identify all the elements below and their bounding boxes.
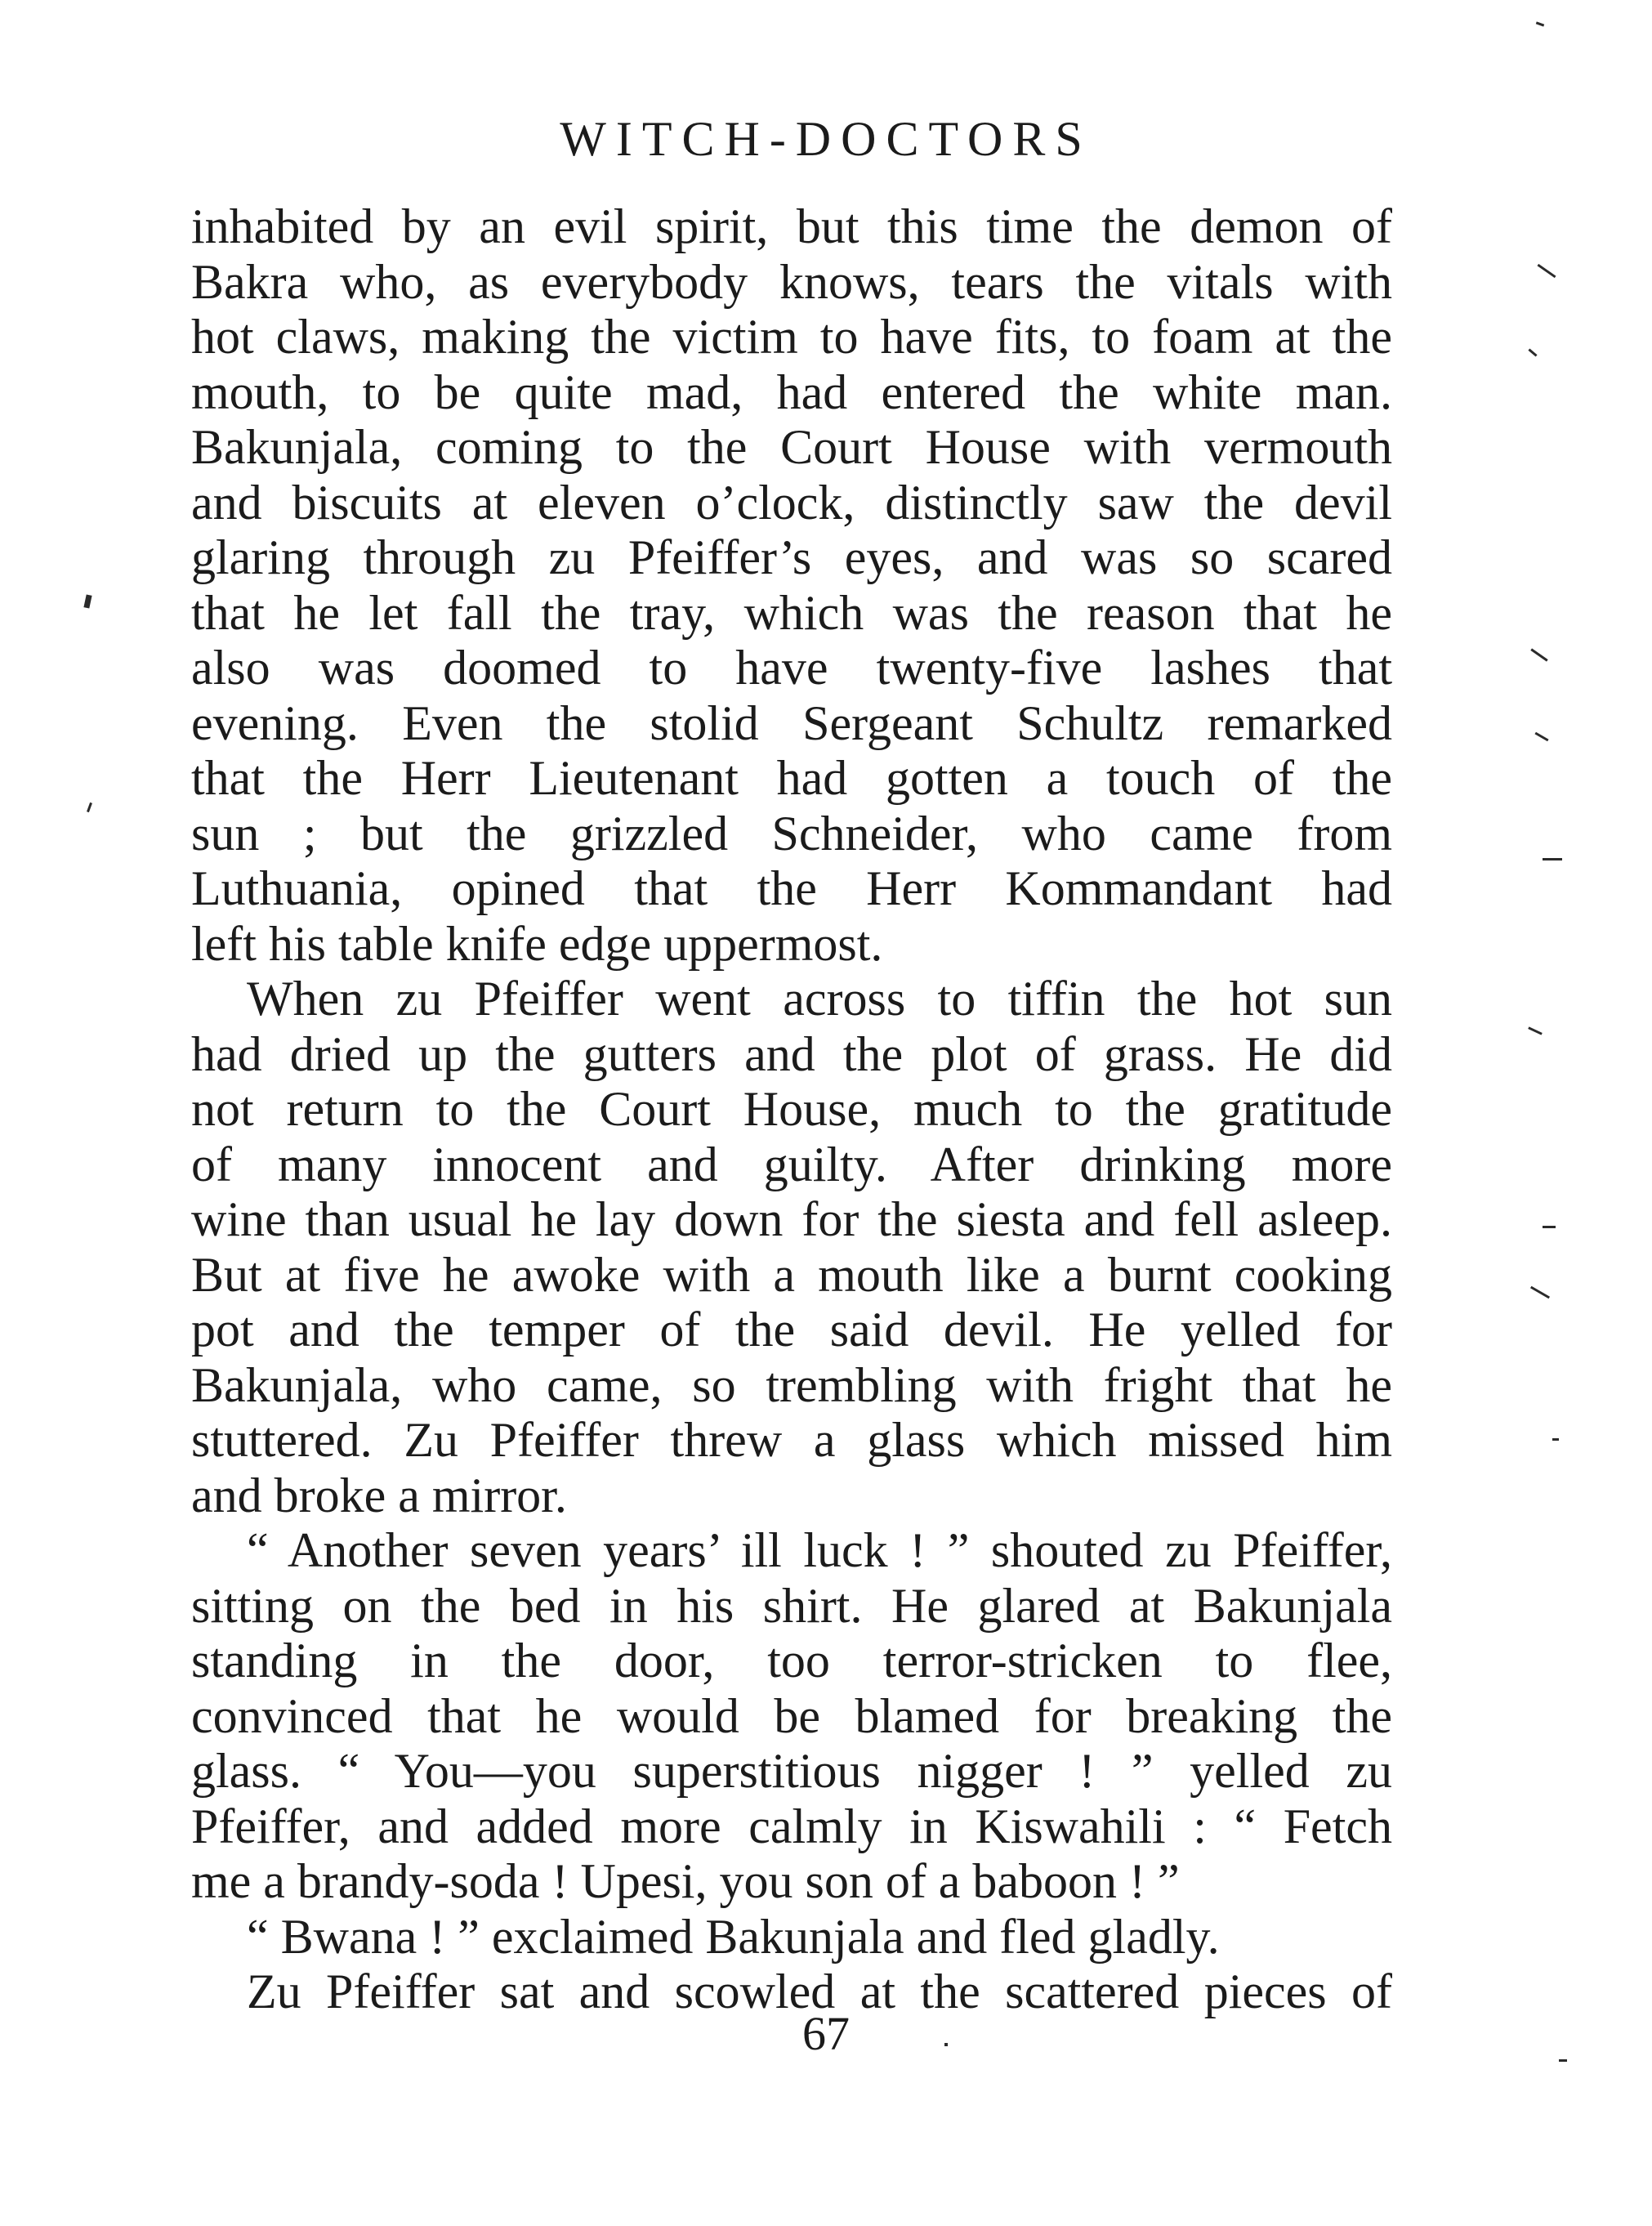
text-line: had dried up the gutters and the plot of grass. He did: [191, 1026, 1392, 1081]
running-head: WITCH-DOCTORS: [560, 112, 1092, 166]
text-line: glass. “ You—you superstitious nigger ! ” yelled zu: [191, 1744, 1392, 1798]
text-line: “ Bwana ! ” exclaimed Bakunjala and fled gladly.: [247, 1909, 1220, 1964]
text-line: inhabited by an evil spirit, but this time the demon of: [191, 199, 1392, 253]
text-line: “ Another seven years’ ill luck ! ” shouted zu Pfeiffer,: [247, 1523, 1392, 1577]
text-line: evening. Even the stolid Sergeant Schultz remarked: [191, 695, 1392, 750]
scan-speck: [87, 802, 92, 812]
page-number: 67: [802, 2007, 850, 2060]
text-line: Bakunjala, coming to the Court House with vermouth: [191, 420, 1392, 474]
scan-speck: [1530, 648, 1547, 661]
scan-speck: [944, 2043, 948, 2046]
text-line: Pfeiffer, and added more calmly in Kiswahili : “ Fetch: [191, 1799, 1392, 1853]
scan-speck: [1534, 732, 1548, 742]
text-line: that he let fall the tray, which was the reason that he: [191, 585, 1392, 640]
scan-speck: [1528, 348, 1537, 356]
text-line: me a brandy-soda ! Upesi, you son of a baboon ! ”: [191, 1854, 1180, 1908]
text-line: sun ; but the grizzled Schneider, who came from: [191, 806, 1392, 860]
text-line: Bakunjala, who came, so trembling with fright that he: [191, 1357, 1392, 1412]
text-line: sitting on the bed in his shirt. He glared at Bakunjala: [191, 1578, 1392, 1633]
text-line: Luthuania, opined that the Herr Kommandant had: [191, 861, 1392, 915]
scan-speck: [1537, 264, 1556, 278]
text-line: convinced that he would be blamed for breaking the: [191, 1688, 1392, 1743]
scan-speck: [1552, 1438, 1559, 1441]
text-line: and biscuits at eleven o’clock, distinctly saw the devil: [191, 475, 1392, 530]
scan-speck: [1559, 2059, 1567, 2062]
text-line: also was doomed to have twenty-five lashes that: [191, 641, 1392, 695]
text-line: stuttered. Zu Pfeiffer threw a glass which missed him: [191, 1413, 1392, 1467]
text-line: that the Herr Lieutenant had gotten a touch of the: [191, 751, 1392, 805]
scan-speck: [1536, 21, 1544, 26]
text-line: of many innocent and guilty. After drinking more: [191, 1137, 1392, 1191]
scan-speck: [83, 594, 92, 608]
text-line: mouth, to be quite mad, had entered the white man.: [191, 364, 1392, 419]
scan-speck: [1530, 1286, 1550, 1299]
text-line: Bakra who, as everybody knows, tears the vitals with: [191, 254, 1392, 309]
text-line: But at five he awoke with a mouth like a burnt cooking: [191, 1247, 1392, 1302]
text-line: glaring through zu Pfeiffer’s eyes, and was so scared: [191, 530, 1392, 584]
text-line: When zu Pfeiffer went across to tiffin the hot sun: [247, 972, 1392, 1026]
body-text: [191, 199, 1392, 2020]
text-line: and broke a mirror.: [191, 1468, 567, 1522]
scan-speck: [1543, 1226, 1556, 1228]
text-line: Zu Pfeiffer sat and scowled at the scattered pieces of: [247, 1965, 1392, 2018]
text-line: left his table knife edge uppermost.: [191, 916, 883, 971]
text-line: hot claws, making the victim to have fits, to foam at the: [191, 310, 1392, 364]
text-line: pot and the temper of the said devil. He yelled for: [191, 1303, 1392, 1357]
scan-speck: [1528, 1026, 1543, 1035]
text-line: wine than usual he lay down for the siesta and fell asleep.: [191, 1192, 1392, 1246]
text-line: standing in the door, too terror-stricken to flee,: [191, 1634, 1392, 1687]
text-line: not return to the Court House, much to the gratitude: [191, 1082, 1392, 1136]
scan-speck: [1543, 858, 1562, 860]
